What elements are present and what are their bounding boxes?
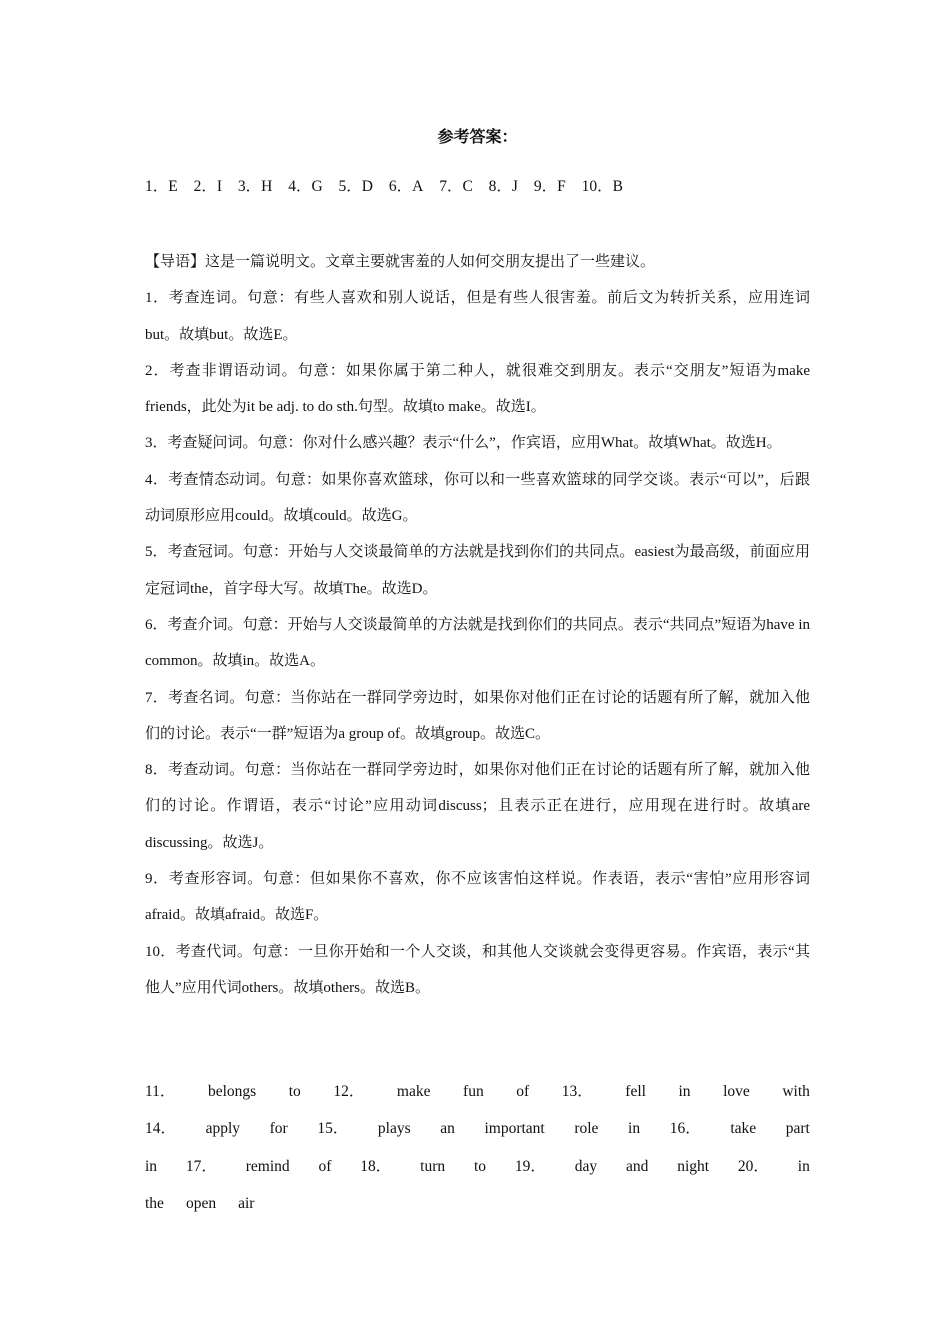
explanation-paragraph: 8．考查动词。句意：当你站在一群同学旁边时，如果你对他们正在讨论的话题有所了解，就加入他们的讨论。作谓语，表示“讨论”应用动词discuss；且表示正在进行，应用现在进行时。故填are discussing。故选J。 <box>145 762 810 851</box>
fill-answer-word: make <box>396 1083 431 1100</box>
answer-item: 7．C <box>439 178 473 195</box>
fill-answer-word: to <box>288 1083 301 1100</box>
fill-answer-word: day <box>574 1157 598 1175</box>
fill-answer-row <box>145 1073 810 1110</box>
fill-answer-word: in <box>628 1120 641 1138</box>
guide-paragraph: 【导语】这是一篇说明文。文章主要就害羞的人如何交朋友提出了一些建议。 <box>145 254 656 270</box>
explanation-paragraph: 1．考查连词。句意：有些人喜欢和别人说话，但是有些人很害羞。前后文为转折关系，应用连词but。故填but。故选E。 <box>145 290 810 343</box>
answer-item: 1．E <box>145 178 178 195</box>
fill-answer-word: plays <box>377 1120 411 1138</box>
fill-answer-word: 15． <box>317 1120 349 1138</box>
answer-item: 10．B <box>581 178 623 195</box>
fill-in-answers <box>145 1073 810 1222</box>
fill-answer-word: love <box>723 1083 750 1100</box>
fill-answer-row <box>145 1148 810 1185</box>
fill-answer-word: of <box>318 1157 332 1175</box>
fill-answer-word: take <box>730 1120 757 1138</box>
fill-answer-word: part <box>785 1120 810 1138</box>
answer-item: 9．F <box>533 178 566 195</box>
fill-answer-word: remind <box>245 1157 290 1175</box>
fill-answer-word: apply <box>205 1120 241 1138</box>
fill-answer-word: turn <box>420 1157 446 1175</box>
fill-answer-word: 16． <box>669 1120 701 1138</box>
fill-answer-word: 12． <box>333 1083 365 1100</box>
explanations <box>145 244 810 1006</box>
explanation-paragraph: 3．考查疑问词。句意：你对什么感兴趣？表示“什么”，作宾语，应用What。故填What。故选H。 <box>145 435 782 452</box>
answer-item: 3．H <box>237 178 273 195</box>
fill-answer-word: 13． <box>561 1083 593 1100</box>
explanation-paragraph: 4．考查情态动词。句意：如果你喜欢篮球，你可以和一些喜欢篮球的同学交谈。表示“可以”，后跟动词原形应用could。故填could。故选G。 <box>145 471 810 525</box>
fill-answer-word: with <box>782 1083 810 1100</box>
fill-answer-word: 17． <box>185 1157 217 1175</box>
page-title: 参考答案： <box>437 129 518 146</box>
fill-answer-word: air <box>238 1194 255 1212</box>
fill-answer-word: 14． <box>145 1120 177 1138</box>
fill-answer-word: night <box>677 1157 710 1175</box>
fill-answer-word: 11． <box>145 1083 176 1100</box>
fill-answer-word: the <box>145 1194 164 1212</box>
fill-answer-word: in <box>797 1157 810 1175</box>
fill-answer-word: to <box>473 1157 487 1175</box>
fill-answer-word: for <box>269 1120 288 1138</box>
fill-answer-row <box>145 1185 810 1222</box>
fill-answer-word: important <box>484 1120 545 1138</box>
fill-answer-word: 19． <box>514 1157 546 1175</box>
explanation-paragraph: 9．考查形容词。句意：但如果你不喜欢，你不应该害怕这样说。作表语，表示“害怕”应用形容词afraid。故填afraid。故选F。 <box>145 871 810 924</box>
fill-answer-word: role <box>574 1120 599 1138</box>
fill-answer-word: in <box>678 1083 691 1100</box>
fill-answer-word: fell <box>625 1083 646 1100</box>
fill-answer-word: 18． <box>360 1157 392 1175</box>
explanation-paragraph: 6．考查介词。句意：开始与人交谈最简单的方法就是找到你们的共同点。表示“共同点”短语为have in common。故填in。故选A。 <box>145 616 810 670</box>
fill-answer-word: of <box>516 1083 530 1100</box>
answer-item: 2．I <box>193 178 223 195</box>
fill-answer-word: fun <box>463 1083 484 1100</box>
answer-key-line <box>145 176 635 198</box>
fill-answer-word: open <box>185 1194 217 1212</box>
answer-item: 8．J <box>488 178 518 195</box>
answer-item: 5．D <box>338 178 373 195</box>
fill-answer-word: belongs <box>207 1083 257 1100</box>
fill-answer-word: 20． <box>737 1157 769 1175</box>
answer-item: 6．A <box>388 178 424 195</box>
fill-answer-row <box>145 1110 810 1147</box>
fill-answer-word: in <box>145 1157 158 1175</box>
explanation-paragraph: 7．考查名词。句意：当你站在一群同学旁边时，如果你对他们正在讨论的话题有所了解，就加入他们的讨论。表示“一群”短语为a group of。故填group。故选C。 <box>145 689 810 742</box>
fill-answer-word: and <box>625 1157 649 1175</box>
explanation-paragraph: 5．考查冠词。句意：开始与人交谈最简单的方法就是找到你们的共同点。easiest为最高级，前面应用定冠词the，首字母大写。故填The。故选D。 <box>145 544 810 597</box>
answer-item: 4．G <box>288 178 323 195</box>
explanation-paragraph: 10．考查代词。句意：一旦你开始和一个人交谈，和其他人交谈就会变得更容易。作宾语，表示“其他人”应用代词others。故填others。故选B。 <box>145 943 810 996</box>
fill-answer-word: an <box>440 1120 455 1138</box>
explanation-paragraph: 2．考查非谓语动词。句意：如果你属于第二种人，就很难交到朋友。表示“交朋友”短语为make friends，此处为it be adj. to do sth.句型。故填to make。故选I。 <box>145 362 810 416</box>
